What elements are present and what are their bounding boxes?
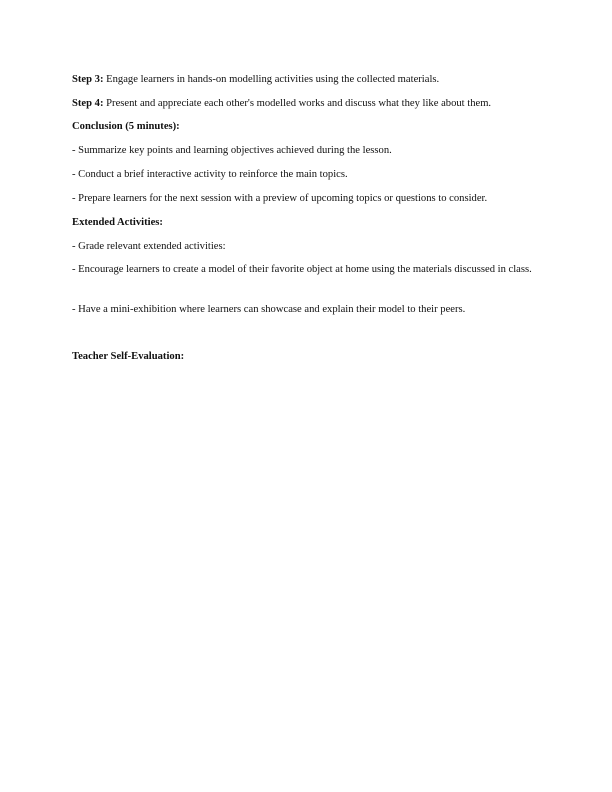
step-3 — [72, 72, 542, 87]
list-item: - Summarize key points and learning objectives achieved during the lesson. — [72, 145, 392, 156]
step-4 — [72, 96, 542, 111]
list-item: - Have a mini-exhibition where learners can showcase and explain their model to their peers. — [72, 304, 466, 315]
step-text: Present and appreciate each other's modelled works and discuss what they like about them. — [103, 98, 492, 109]
list-item: - Grade relevant extended activities: — [72, 241, 226, 252]
step-label: Step 4: — [72, 98, 104, 109]
step-label: Step 3: — [72, 74, 104, 85]
list-item: - Prepare learners for the next session with a preview of upcoming topics or questions to consider. — [72, 193, 488, 204]
list-item: - Conduct a brief interactive activity to reinforce the main topics. — [72, 169, 348, 180]
evaluation-heading: Teacher Self-Evaluation: — [72, 351, 185, 362]
step-text: Engage learners in hands-on modelling activities using the collected materials. — [103, 74, 440, 85]
list-item: - Encourage learners to create a model of their favorite object at home using the materials discussed in class. — [72, 264, 532, 275]
conclusion-heading: Conclusion (5 minutes): — [72, 121, 180, 132]
extended-heading: Extended Activities: — [72, 217, 163, 228]
